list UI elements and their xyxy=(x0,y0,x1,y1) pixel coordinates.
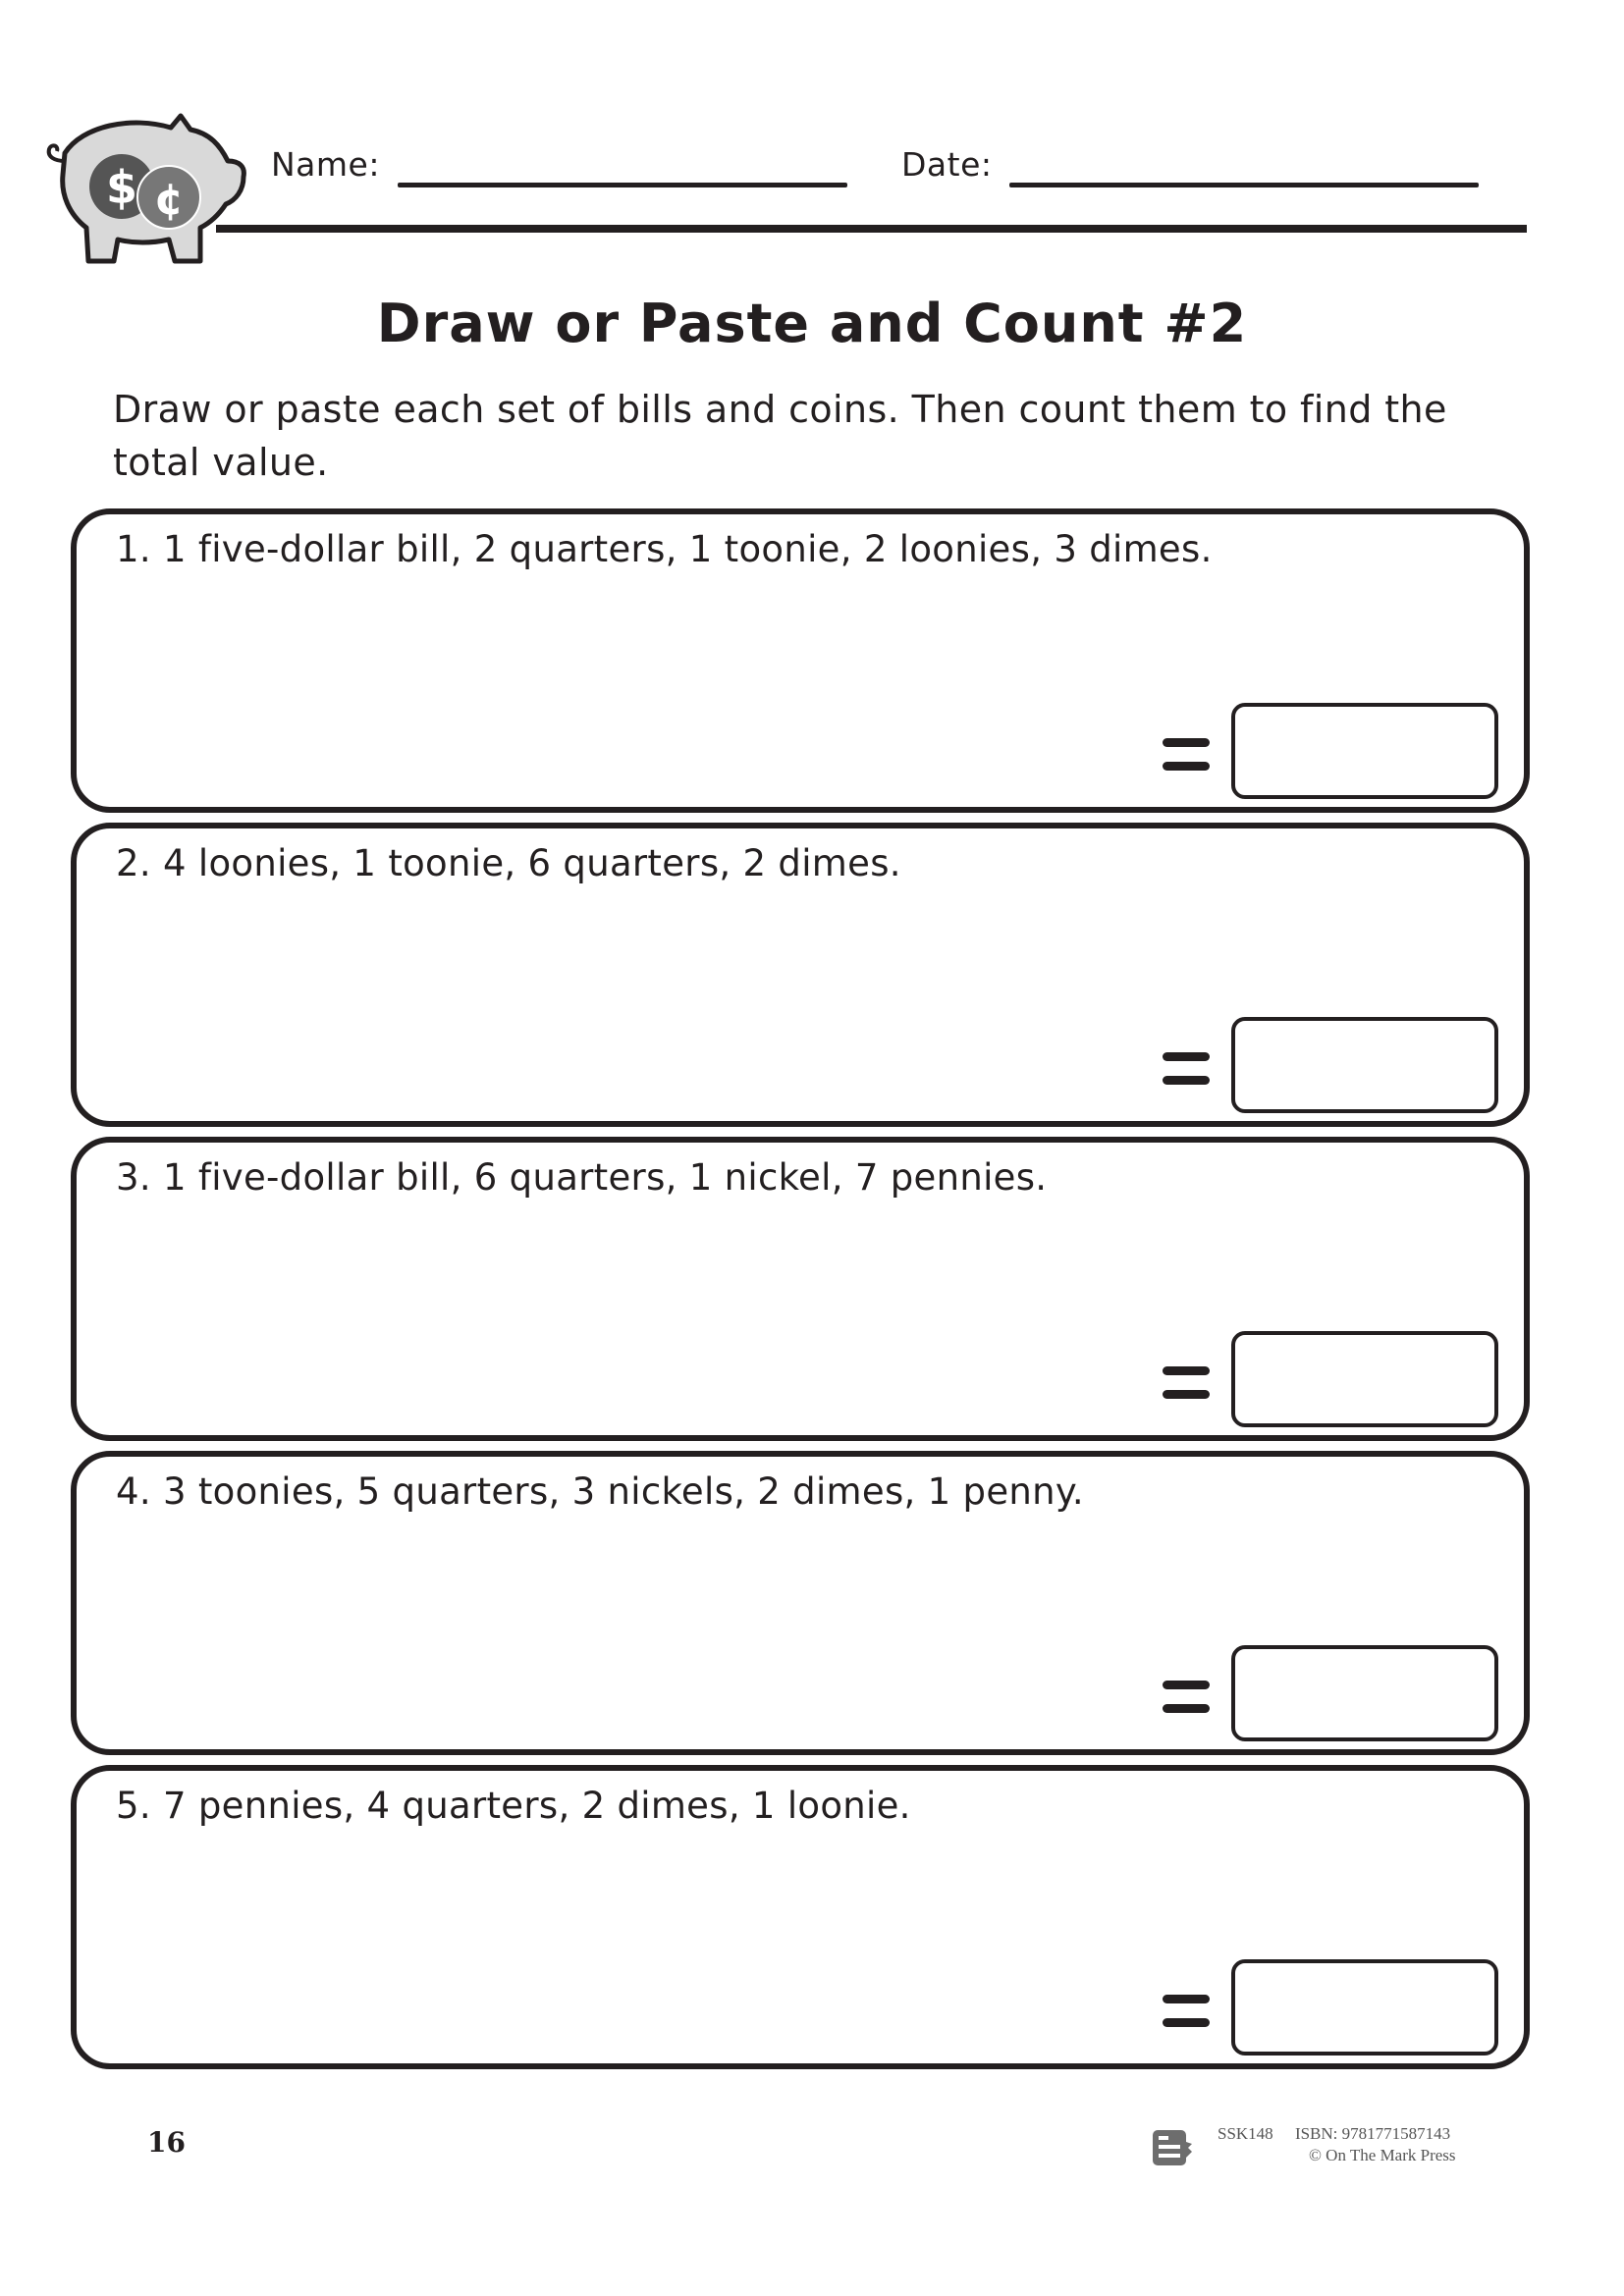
problem-box-2[interactable] xyxy=(71,823,1530,1127)
answer-box[interactable] xyxy=(1231,1959,1498,2056)
svg-text:$: $ xyxy=(105,161,138,214)
equals-sign-icon xyxy=(1163,1366,1212,1400)
product-code: SSK148 xyxy=(1218,2124,1273,2143)
answer-box[interactable] xyxy=(1231,703,1498,799)
piggy-bank-logo xyxy=(43,106,249,273)
name-input-line[interactable] xyxy=(398,183,847,187)
problem-box-4[interactable] xyxy=(71,1451,1530,1755)
equals-sign-icon xyxy=(1163,1052,1212,1086)
equals-sign-icon xyxy=(1163,1995,1212,2028)
date-field xyxy=(901,145,993,184)
equals-sign-icon xyxy=(1163,1681,1212,1714)
svg-text:¢: ¢ xyxy=(153,175,185,225)
name-field xyxy=(271,145,380,184)
date-input-line[interactable] xyxy=(1009,183,1479,187)
copyright: © On The Mark Press xyxy=(1309,2146,1456,2164)
problem-text: 1. 1 five-dollar bill, 2 quarters, 1 toonie, 2 loonies, 3 dimes. xyxy=(116,528,1213,570)
problem-text: 4. 3 toonies, 5 quarters, 3 nickels, 2 dimes, 1 penny. xyxy=(116,1470,1084,1513)
problem-text: 3. 1 five-dollar bill, 6 quarters, 1 nickel, 7 pennies. xyxy=(116,1156,1048,1199)
page-title: Draw or Paste and Count #2 xyxy=(376,293,1248,354)
piggy-bank-icon xyxy=(43,106,249,273)
answer-box[interactable] xyxy=(1231,1017,1498,1113)
footer-publication-info xyxy=(1218,2124,1468,2144)
header-divider xyxy=(216,225,1527,233)
equals-sign-icon xyxy=(1163,738,1212,772)
name-label: Name: xyxy=(271,145,380,184)
problem-box-3[interactable] xyxy=(71,1137,1530,1441)
problem-text: 2. 4 loonies, 1 toonie, 6 quarters, 2 dimes. xyxy=(116,842,901,884)
problem-box-5[interactable] xyxy=(71,1765,1530,2069)
date-label: Date: xyxy=(901,145,993,184)
page-number: 16 xyxy=(147,2126,186,2159)
answer-box[interactable] xyxy=(1231,1331,1498,1427)
instructions: Draw or paste each set of bills and coins. Then count them to find the total value. xyxy=(113,388,1447,484)
problem-text: 5. 7 pennies, 4 quarters, 2 dimes, 1 loonie. xyxy=(116,1785,911,1827)
problem-box-1[interactable] xyxy=(71,508,1530,813)
answer-box[interactable] xyxy=(1231,1645,1498,1741)
isbn: ISBN: 9781771587143 xyxy=(1294,2124,1451,2143)
publisher-logo-icon xyxy=(1151,2128,1194,2167)
